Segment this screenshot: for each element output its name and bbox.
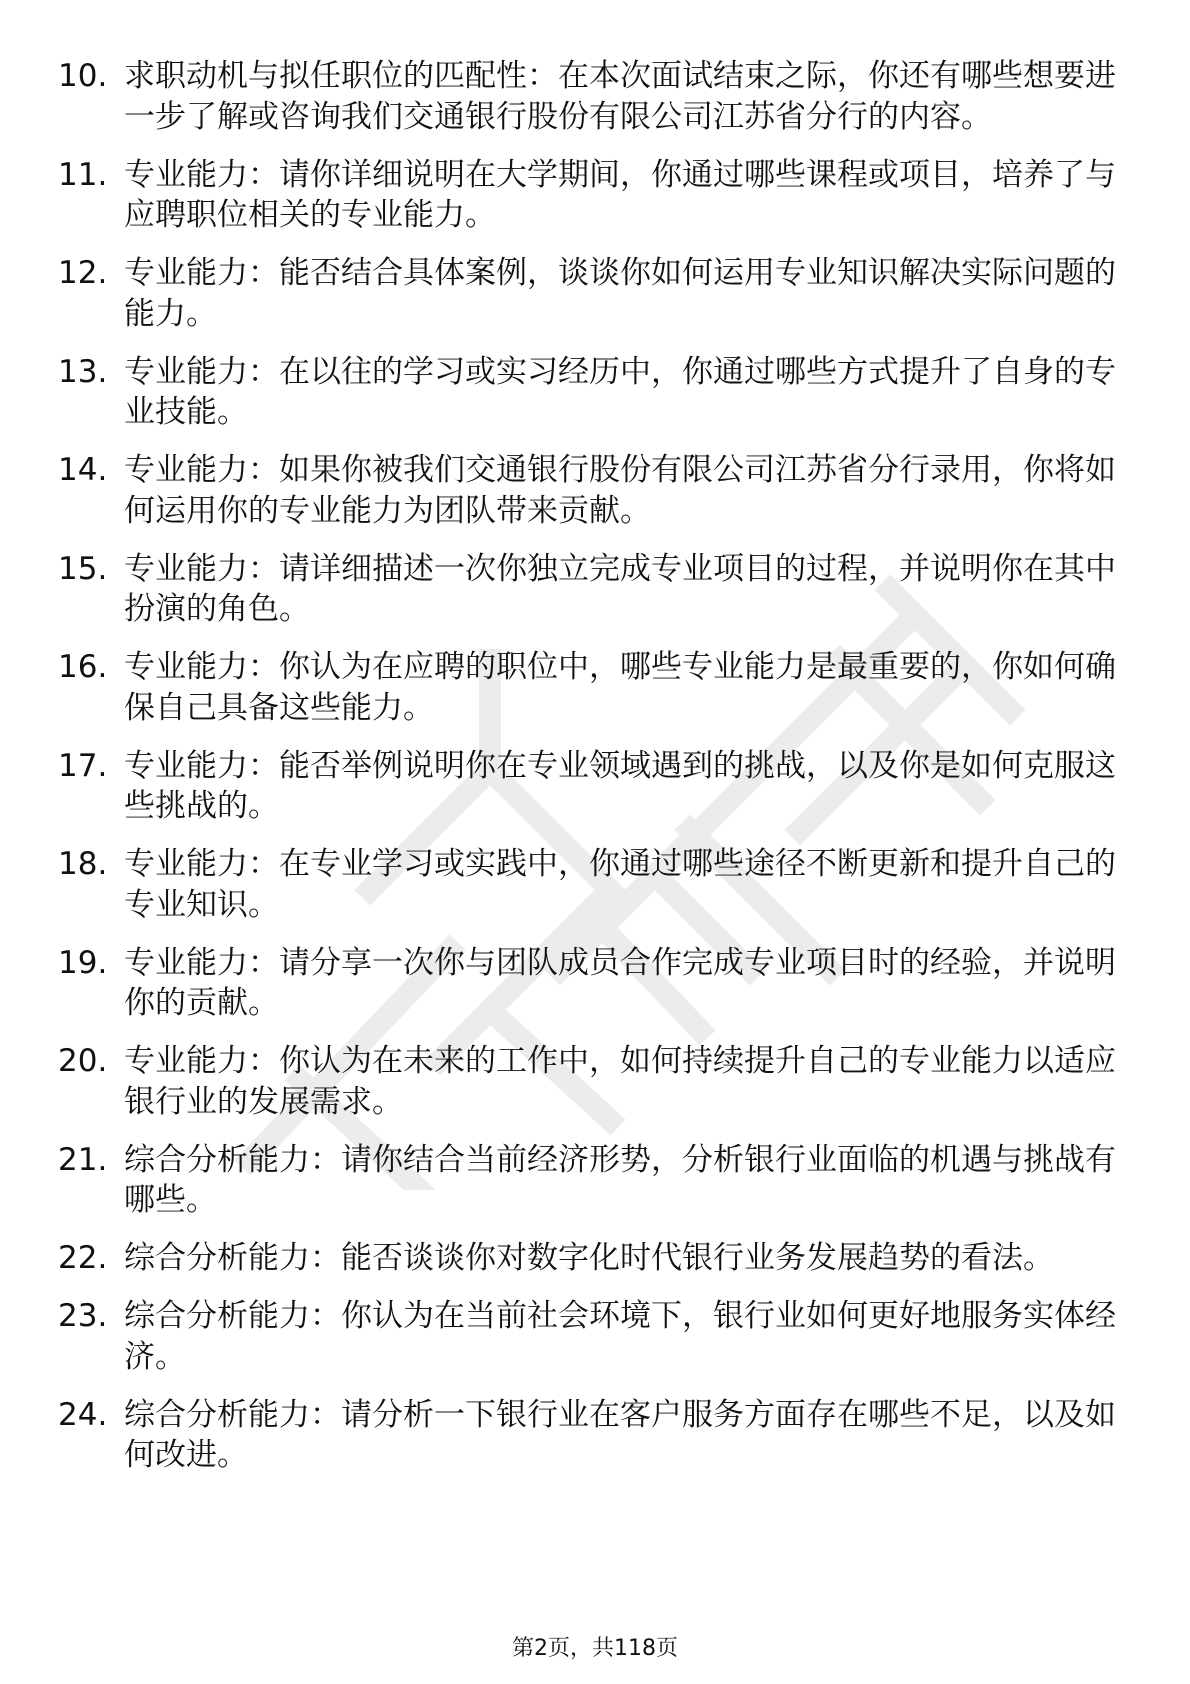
question-text: 专业能力：在专业学习或实践中，你通过哪些途径不断更新和提升自己的专业知识。: [124, 846, 1116, 923]
list-item: [58, 943, 1118, 1024]
question-text: 专业能力：如果你被我们交通银行股份有限公司江苏省分行录用，你将如何运用你的专业能力为团队带来贡献。: [124, 452, 1116, 529]
question-number: 19.: [58, 944, 108, 981]
list-item: [58, 1041, 1118, 1122]
page-number-footer: 第2页，共118页: [512, 1636, 678, 1661]
list-item: [58, 155, 1118, 236]
question-number: 23.: [58, 1298, 108, 1334]
question-text: 专业能力：能否结合具体案例，谈谈你如何运用专业知识解决实际问题的能力。: [124, 255, 1116, 332]
question-text: 综合分析能力：能否谈谈你对数字化时代银行业务发展趋势的看法。: [124, 1240, 1054, 1276]
list-item: [58, 253, 1118, 334]
question-number: 20.: [58, 1043, 108, 1079]
list-item: [58, 1238, 1118, 1279]
question-text: 综合分析能力：请分析一下银行业在客户服务方面存在哪些不足，以及如何改进。: [124, 1396, 1116, 1473]
question-number: 15.: [58, 550, 108, 587]
question-text: 专业能力：请你详细说明在大学期间，你通过哪些课程或项目，培养了与应聘职位相关的专业能力。: [124, 156, 1116, 233]
question-text: 专业能力：在以往的学习或实习经历中，你通过哪些方式提升了自身的专业技能。: [124, 353, 1116, 430]
question-text: 专业能力：你认为在应聘的职位中，哪些专业能力是最重要的，你如何确保自己具备这些能力。: [124, 649, 1116, 726]
question-number: 13.: [58, 353, 108, 390]
list-item: [58, 844, 1118, 925]
list-item: [58, 1395, 1118, 1476]
question-number: 10.: [58, 58, 108, 94]
question-text: 专业能力：能否举例说明你在专业领域遇到的挑战，以及你是如何克服这些挑战的。: [124, 747, 1116, 824]
question-number: 11.: [58, 156, 108, 193]
question-text: 专业能力：请分享一次你与团队成员合作完成专业项目时的经验，并说明你的贡献。: [124, 944, 1116, 1021]
list-item: [58, 56, 1118, 137]
list-item: [58, 549, 1118, 630]
question-text: 求职动机与拟任职位的匹配性：在本次面试结束之际，你还有哪些想要进一步了解或咨询我们交通银行股份有限公司江苏省分行的内容。: [124, 58, 1116, 135]
question-number: 14.: [58, 452, 108, 488]
list-item: [58, 1140, 1118, 1221]
question-text: 专业能力：请详细描述一次你独立完成专业项目的过程，并说明你在其中扮演的角色。: [124, 550, 1116, 627]
question-text: 综合分析能力：请你结合当前经济形势，分析银行业面临的机遇与挑战有哪些。: [124, 1141, 1116, 1218]
question-number: 18.: [58, 846, 108, 882]
question-number: 24.: [58, 1396, 108, 1433]
question-text: 专业能力：你认为在未来的工作中，如何持续提升自己的专业能力以适应银行业的发展需求。: [124, 1043, 1116, 1120]
question-text: 综合分析能力：你认为在当前社会环境下，银行业如何更好地服务实体经济。: [124, 1298, 1116, 1375]
question-list: [58, 56, 1118, 1493]
list-item: [58, 352, 1118, 433]
list-item: [58, 450, 1118, 531]
question-number: 21.: [58, 1141, 108, 1178]
list-item: [58, 647, 1118, 728]
list-item: [58, 746, 1118, 827]
question-number: 16.: [58, 649, 108, 685]
list-item: [58, 1296, 1118, 1377]
question-number: 12.: [58, 255, 108, 291]
question-number: 17.: [58, 747, 108, 784]
question-number: 22.: [58, 1240, 108, 1276]
